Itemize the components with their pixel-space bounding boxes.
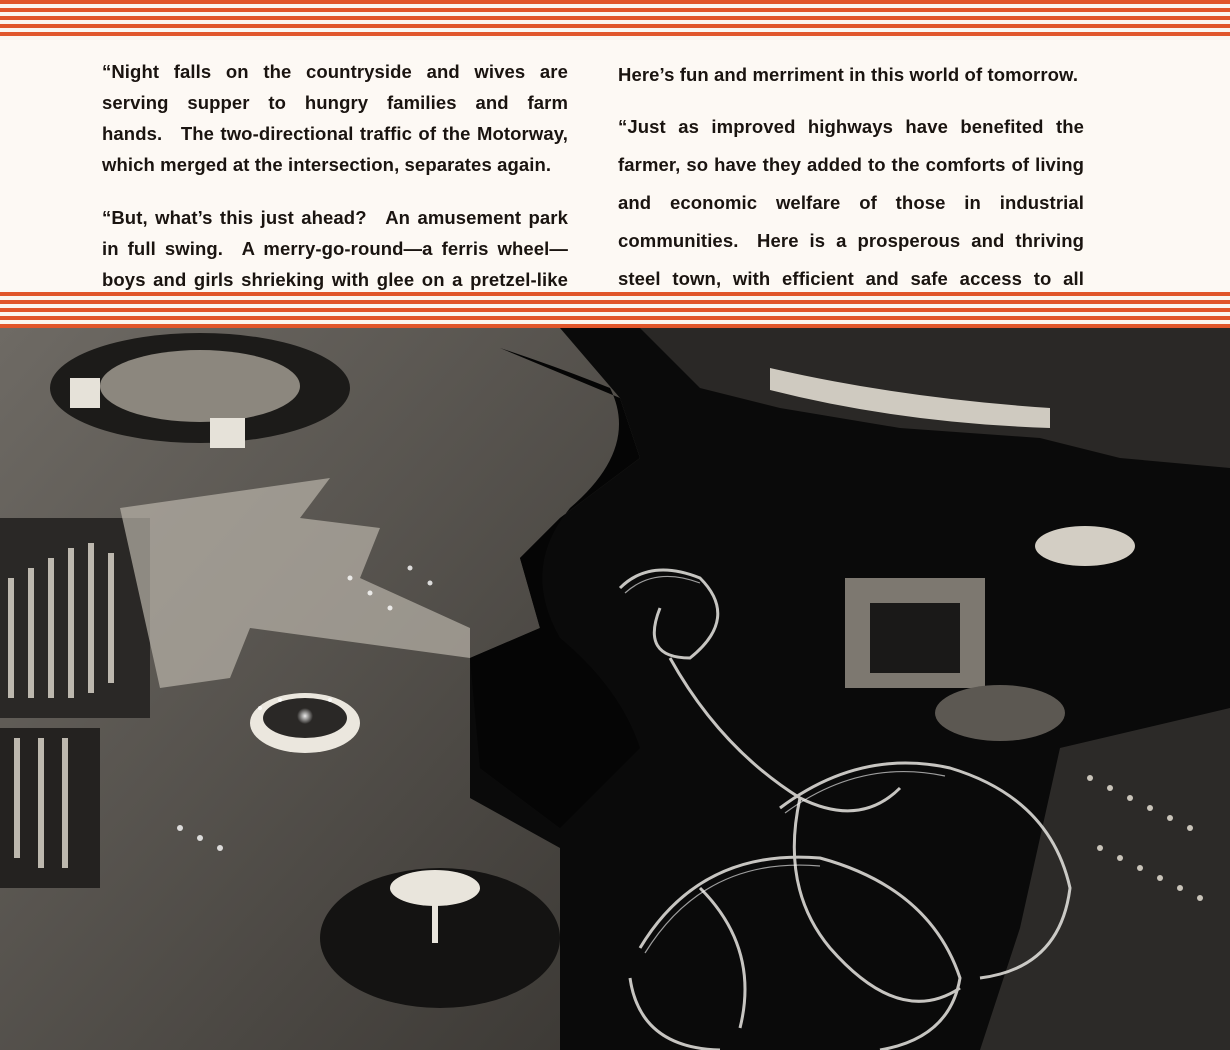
parking-lot-upper — [0, 518, 150, 718]
paragraph-steel-town: “Just as improved highways have benefited the farmer, so have they added to the comforts of living and economic welfare of those in industrial communities. Here is a prosperous and thriving steel town, with efficient and safe access to all — [618, 116, 1084, 289]
domed-building — [1035, 526, 1135, 566]
paragraph-fun-merriment: Here’s fun and merriment in this world of tomorrow. — [618, 64, 1079, 85]
stadium-side-building — [70, 378, 100, 408]
text-band — [0, 40, 1230, 292]
paragraph-night-falls: “Night falls on the countryside and wives are serving supper to hungry families and farm hands. The two-directional traffic of the Motorway, which merged at the intersection, separates again. — [102, 61, 568, 175]
photo-illustration — [0, 328, 1230, 1050]
factory-courtyard — [870, 603, 960, 673]
stadium-gate — [210, 418, 245, 448]
amusement-park-model-photo — [0, 328, 1230, 1050]
stadium-field — [100, 350, 300, 422]
fountain-stem — [432, 903, 438, 943]
paragraph-amusement-park: “But, what’s this just ahead? An amusement park in full swing. A merry-go-round—a ferris wheel—boys and girls shrieking with glee on a pretzel-like — [102, 207, 568, 290]
curved-hall — [935, 685, 1065, 741]
merry-go-round-light — [297, 708, 313, 724]
fountain-canopy — [390, 870, 480, 906]
top-stripe-border — [0, 0, 1230, 40]
bottom-stripe-border — [0, 292, 1230, 328]
